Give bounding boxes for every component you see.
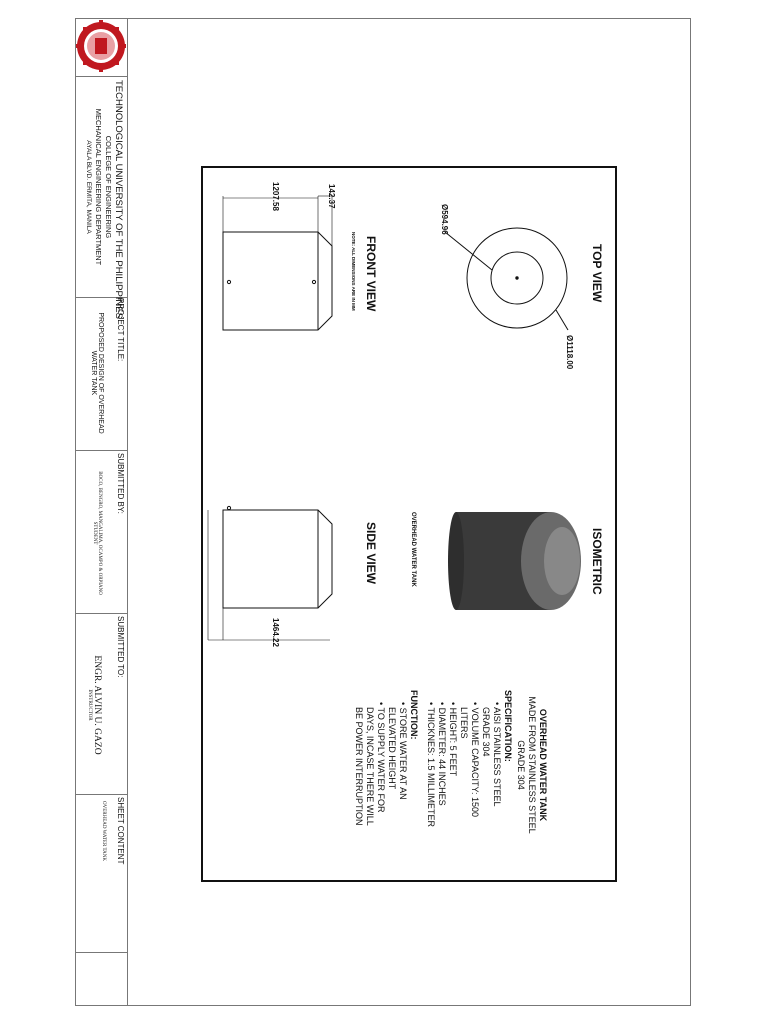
spec-title: OVERHEAD WATER TANK <box>538 708 548 822</box>
function-item: • STORE WATER AT AN <box>398 702 408 800</box>
spec-item-text: AISI STAINLESS STEEL <box>492 707 502 807</box>
spec-heading: SPECIFICATION: <box>503 690 513 762</box>
isometric-tank <box>448 512 581 610</box>
college-name: COLLEGE OF ENGINEERING <box>104 135 113 239</box>
sheet-content-value: OVERHEAD WATER TANK <box>101 801 106 861</box>
function-item-text: ELEVATED HEIGHT <box>387 707 397 790</box>
spec-block <box>353 690 548 860</box>
isometric-caption: OVERHEAD WATER TANK <box>410 512 416 587</box>
spec-item <box>458 702 469 860</box>
spec-subtitle-1: MADE FROM STAINLESS STEEL <box>527 696 537 834</box>
function-item <box>353 702 364 860</box>
spec-item-text: VOLUME CAPACITY: 1500 <box>470 707 480 818</box>
function-heading: FUNCTION: <box>409 690 419 740</box>
function-item <box>364 702 375 860</box>
function-item <box>386 702 397 860</box>
spec-item: • AISI STAINLESS STEEL <box>492 702 502 807</box>
side-view-label: SIDE VIEW <box>364 522 378 585</box>
front-top-height-dim: 142.37 <box>327 184 336 209</box>
top-view-label: TOP VIEW <box>590 244 604 303</box>
submitted-by-role: STUDENT <box>92 521 97 545</box>
isometric-label: ISOMETRIC <box>590 528 604 595</box>
function-item-text: DAYS, INCASE THERE WILL <box>365 707 375 826</box>
submitted-to-label: SUBMITTED TO: <box>116 616 125 678</box>
top-view-center-dot <box>516 277 518 279</box>
submitted-to-name: ENGR. ALVIN U. GAZO <box>92 655 102 755</box>
university-name: TECHNOLOGICAL UNIVERSITY OF THE PHILIPPINES <box>113 80 124 319</box>
dimension-note: NOTE: ALL DIMENSIONS ARE IN MM <box>351 232 356 311</box>
spec-item-text: HEIGHT: 5 FEET <box>448 707 458 777</box>
function-item-text: BE POWER INTERRUPTION <box>354 707 364 826</box>
project-title-line2: WATER TANK <box>90 350 97 396</box>
spec-item-text: DIAMETER: 44 INCHES <box>437 707 447 806</box>
spec-item: • VOLUME CAPACITY: 1500 <box>470 702 480 818</box>
spec-item: • DIAMETER: 44 INCHES <box>437 702 447 806</box>
submitted-by-names: BOCO, BENGRO, MANGALIMA, OCAMPO & ORPIANO <box>97 471 102 595</box>
function-item-text: STORE WATER AT AN <box>398 707 408 800</box>
submitted-by-label: SUBMITTED BY: <box>116 453 125 514</box>
project-title-line1: PROPOSED DESIGN OF OVERHEAD <box>97 312 104 434</box>
front-body-height-dim: 1207.58 <box>271 182 280 211</box>
side-width-dim: 1464.22 <box>271 618 280 647</box>
side-view-tank <box>223 510 332 608</box>
spec-item: • THICKNES: 1.5 MILLIMETER <box>426 702 436 828</box>
sheet-content-label: SHEET CONTENT <box>116 797 125 865</box>
submitted-to-role: INSTRUCTOR <box>87 689 92 721</box>
spec-item-text: LITERS <box>459 707 469 739</box>
address: AYALA BLVD. ERMITA, MANILA <box>85 140 92 234</box>
function-item: • TO SUPPLY WATER FOR <box>376 702 386 813</box>
spec-item <box>480 702 491 860</box>
spec-item-text: THICKNES: 1.5 MILLIMETER <box>426 707 436 828</box>
function-item-text: TO SUPPLY WATER FOR <box>376 707 386 813</box>
outer-diameter-dim: Ø1118.00 <box>565 335 574 370</box>
spec-subtitle-2: GRADE 304 <box>516 740 526 790</box>
front-view-label: FRONT VIEW <box>364 236 378 312</box>
spec-item: • HEIGHT: 5 FEET <box>448 702 458 777</box>
spec-item-text: GRADE 304 <box>481 707 491 757</box>
project-title-label: PROJECT TITLE: <box>116 298 125 362</box>
department-name: MECHANICAL ENGINEERING DEPARTMENT <box>94 108 103 266</box>
inner-diameter-dim: Ø594.96 <box>440 204 449 235</box>
